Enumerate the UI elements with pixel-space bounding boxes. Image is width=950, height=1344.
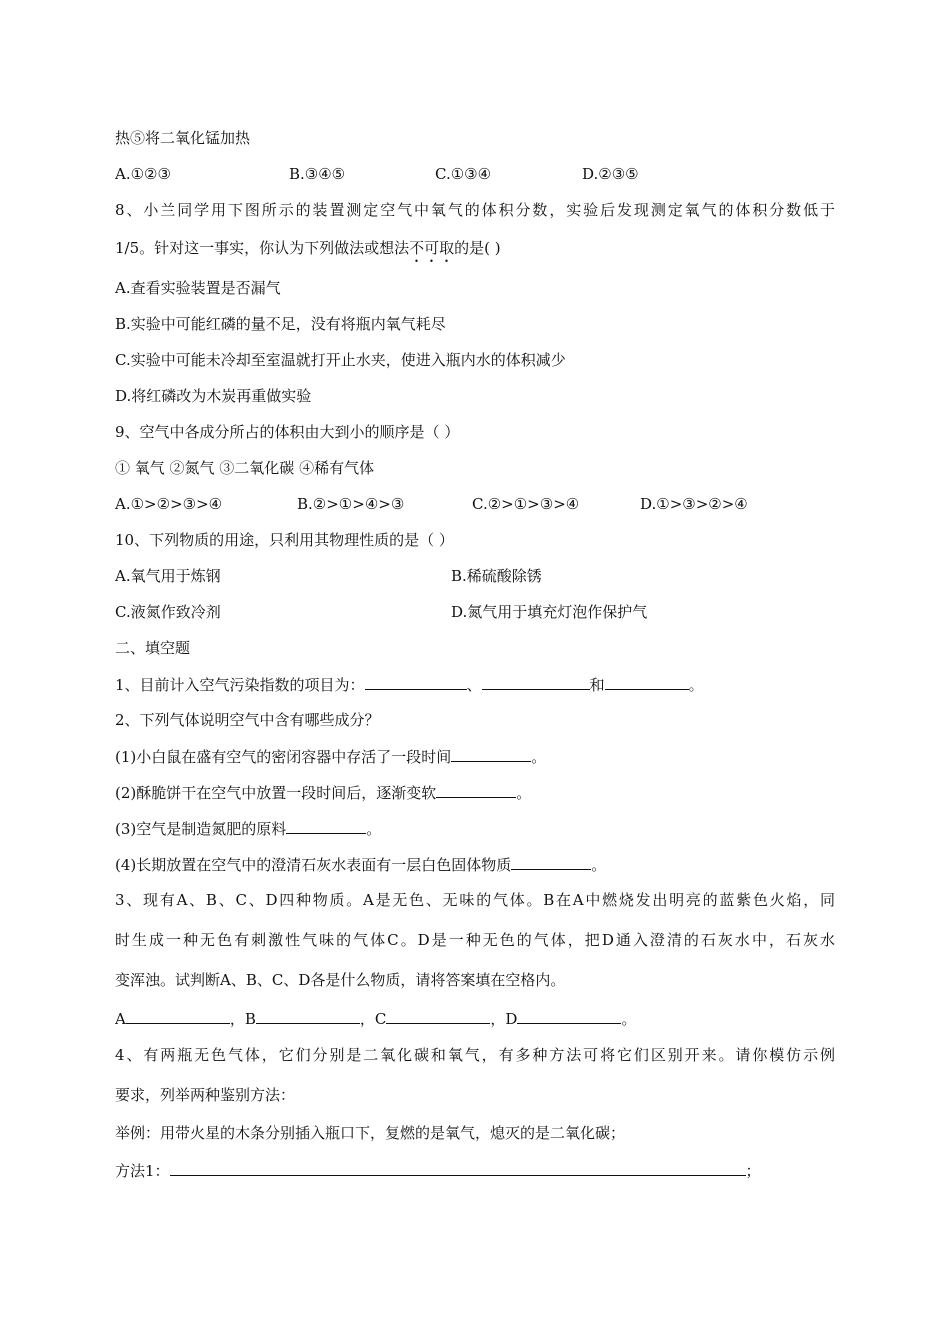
fill3-answers (115, 1008, 636, 1029)
q7-stem-end: 热⑤将二氧化锰加热 (115, 129, 251, 147)
fill3-label-d: ，D (490, 1010, 518, 1028)
q8-stem-line2-pre: 1/5。针对这一事实，你认为下列做法或想法 (115, 239, 410, 257)
fill3-line3: 变浑浊。试判断A、B、C、D各是什么物质，请将答案填在空格内。 (115, 971, 566, 989)
fill4-method1-label: 方法1： (115, 1162, 170, 1180)
fill4-method1 (115, 1160, 761, 1181)
q10-option-d: D.氮气用于填充灯泡作保护气 (451, 603, 648, 621)
q8-option-a: A.查看实验装置是否漏气 (115, 279, 281, 297)
q9-option-c: C.②>①>③>④ (472, 495, 580, 513)
fill3-label-b: ，B (229, 1010, 256, 1028)
fill2-4-blank[interactable] (511, 854, 591, 870)
fill2-4-period: 。 (591, 856, 607, 874)
fill1-stem: 1、目前计入空气污染指数的项目为： (115, 676, 365, 694)
fill3-blank-a[interactable] (126, 1008, 230, 1024)
fill4-line1: 4、有两瓶无色气体，它们分别是二氧化碳和氧气，有多种方法可将它们区别开来。请你模仿示例 (115, 1046, 835, 1064)
fill2-1-period: 。 (531, 748, 547, 766)
fill2-1 (115, 746, 546, 767)
q8-stem-line2 (115, 238, 501, 266)
fill2-3-blank[interactable] (286, 818, 366, 834)
fill1-blank3[interactable] (605, 674, 689, 690)
q7-option-a: A.①②③ (115, 165, 171, 183)
fill1 (115, 674, 704, 695)
fill3-blank-c[interactable] (386, 1008, 490, 1024)
fill1-end: 。 (688, 676, 704, 694)
q10-stem: 10、下列物质的用途，只利用其物理性质的是（ ） (115, 531, 454, 549)
fill2-2-blank[interactable] (436, 782, 516, 798)
fill2-1-text: (1)小白鼠在盛有空气的密闭容器中存活了一段时间 (115, 748, 452, 766)
fill3-label-c: ，C (359, 1010, 387, 1028)
fill2-3-text: (3)空气是制造氮肥的原料 (115, 820, 287, 838)
fill2-stem: 2、下列气体说明空气中含有哪些成分？ (115, 711, 380, 729)
fill4-example: 举例：用带火星的木条分别插入瓶口下，复燃的是氧气，熄灭的是二氧化碳； (115, 1124, 626, 1142)
fill4-line2: 要求，列举两种鉴别方法： (115, 1086, 296, 1104)
fill2-4-text: (4)长期放置在空气中的澄清石灰水表面有一层白色固体物质 (115, 856, 512, 874)
fill3-line1: 3、现有A、B、C、D四种物质。A是无色、无味的气体。B在A中燃烧发出明亮的蓝紫色火焰，同 (115, 891, 835, 909)
fill2-2 (115, 782, 531, 803)
q8-option-c: C.实验中可能未冷却至室温就打开止水夹，使进入瓶内水的体积减少 (115, 351, 566, 369)
fill3-blank-b[interactable] (256, 1008, 360, 1024)
fill2-3 (115, 818, 381, 839)
fill3-line2: 时生成一种无色有刺激性气味的气体C。D是一种无色的气体，把D通入澄清的石灰水中，石灰水 (115, 931, 835, 949)
fill4-method1-blank[interactable] (170, 1160, 746, 1176)
fill1-blank1[interactable] (365, 674, 467, 690)
q9-option-b: B.②>①>④>③ (297, 495, 405, 513)
q8-option-b: B.实验中可能红磷的量不足，没有将瓶内氧气耗尽 (115, 315, 446, 333)
q10-option-c: C.液氮作致冷剂 (115, 603, 221, 621)
q9-option-a: A.①>②>③>④ (115, 495, 223, 513)
fill1-blank2[interactable] (482, 674, 590, 690)
fill3-blank-d[interactable] (517, 1008, 621, 1024)
q8-stem-line1: 8、小兰同学用下图所示的装置测定空气中氧气的体积分数，实验后发现测定氧气的体积分数低于 (115, 201, 835, 219)
q8-stem-line2-post: 的是( ) (454, 239, 501, 257)
q8-option-d: D.将红磷改为木炭再重做实验 (115, 387, 312, 405)
fill2-2-text: (2)酥脆饼干在空气中放置一段时间后，逐渐变软 (115, 784, 437, 802)
q7-option-d: D.②③⑤ (582, 165, 639, 183)
q9-stem: 9、空气中各成分所占的体积由大到小的顺序是（ ） (115, 423, 460, 441)
fill2-1-blank[interactable] (451, 746, 531, 762)
fill3-label-a: A (115, 1010, 126, 1028)
fill3-period: 。 (621, 1010, 637, 1028)
fill4-method1-end: ； (745, 1162, 761, 1180)
q8-emphasis: 不可取 (409, 239, 455, 257)
q9-option-d: D.①>③>②>④ (640, 495, 748, 513)
fill1-sep1: 、 (466, 676, 482, 694)
section-heading-fill-blanks: 二、填空题 (115, 639, 191, 657)
q7-option-c: C.①③④ (435, 165, 492, 183)
fill2-4 (115, 854, 606, 875)
fill1-sep2: 和 (589, 676, 605, 694)
q10-option-a: A.氧气用于炼钢 (115, 567, 221, 585)
q9-items: ① 氧气 ②氮气 ③二氧化碳 ④稀有气体 (115, 459, 375, 477)
q7-option-b: B.③④⑤ (289, 165, 346, 183)
fill2-2-period: 。 (516, 784, 532, 802)
fill2-3-period: 。 (366, 820, 382, 838)
q10-option-b: B.稀硫酸除锈 (451, 567, 542, 585)
